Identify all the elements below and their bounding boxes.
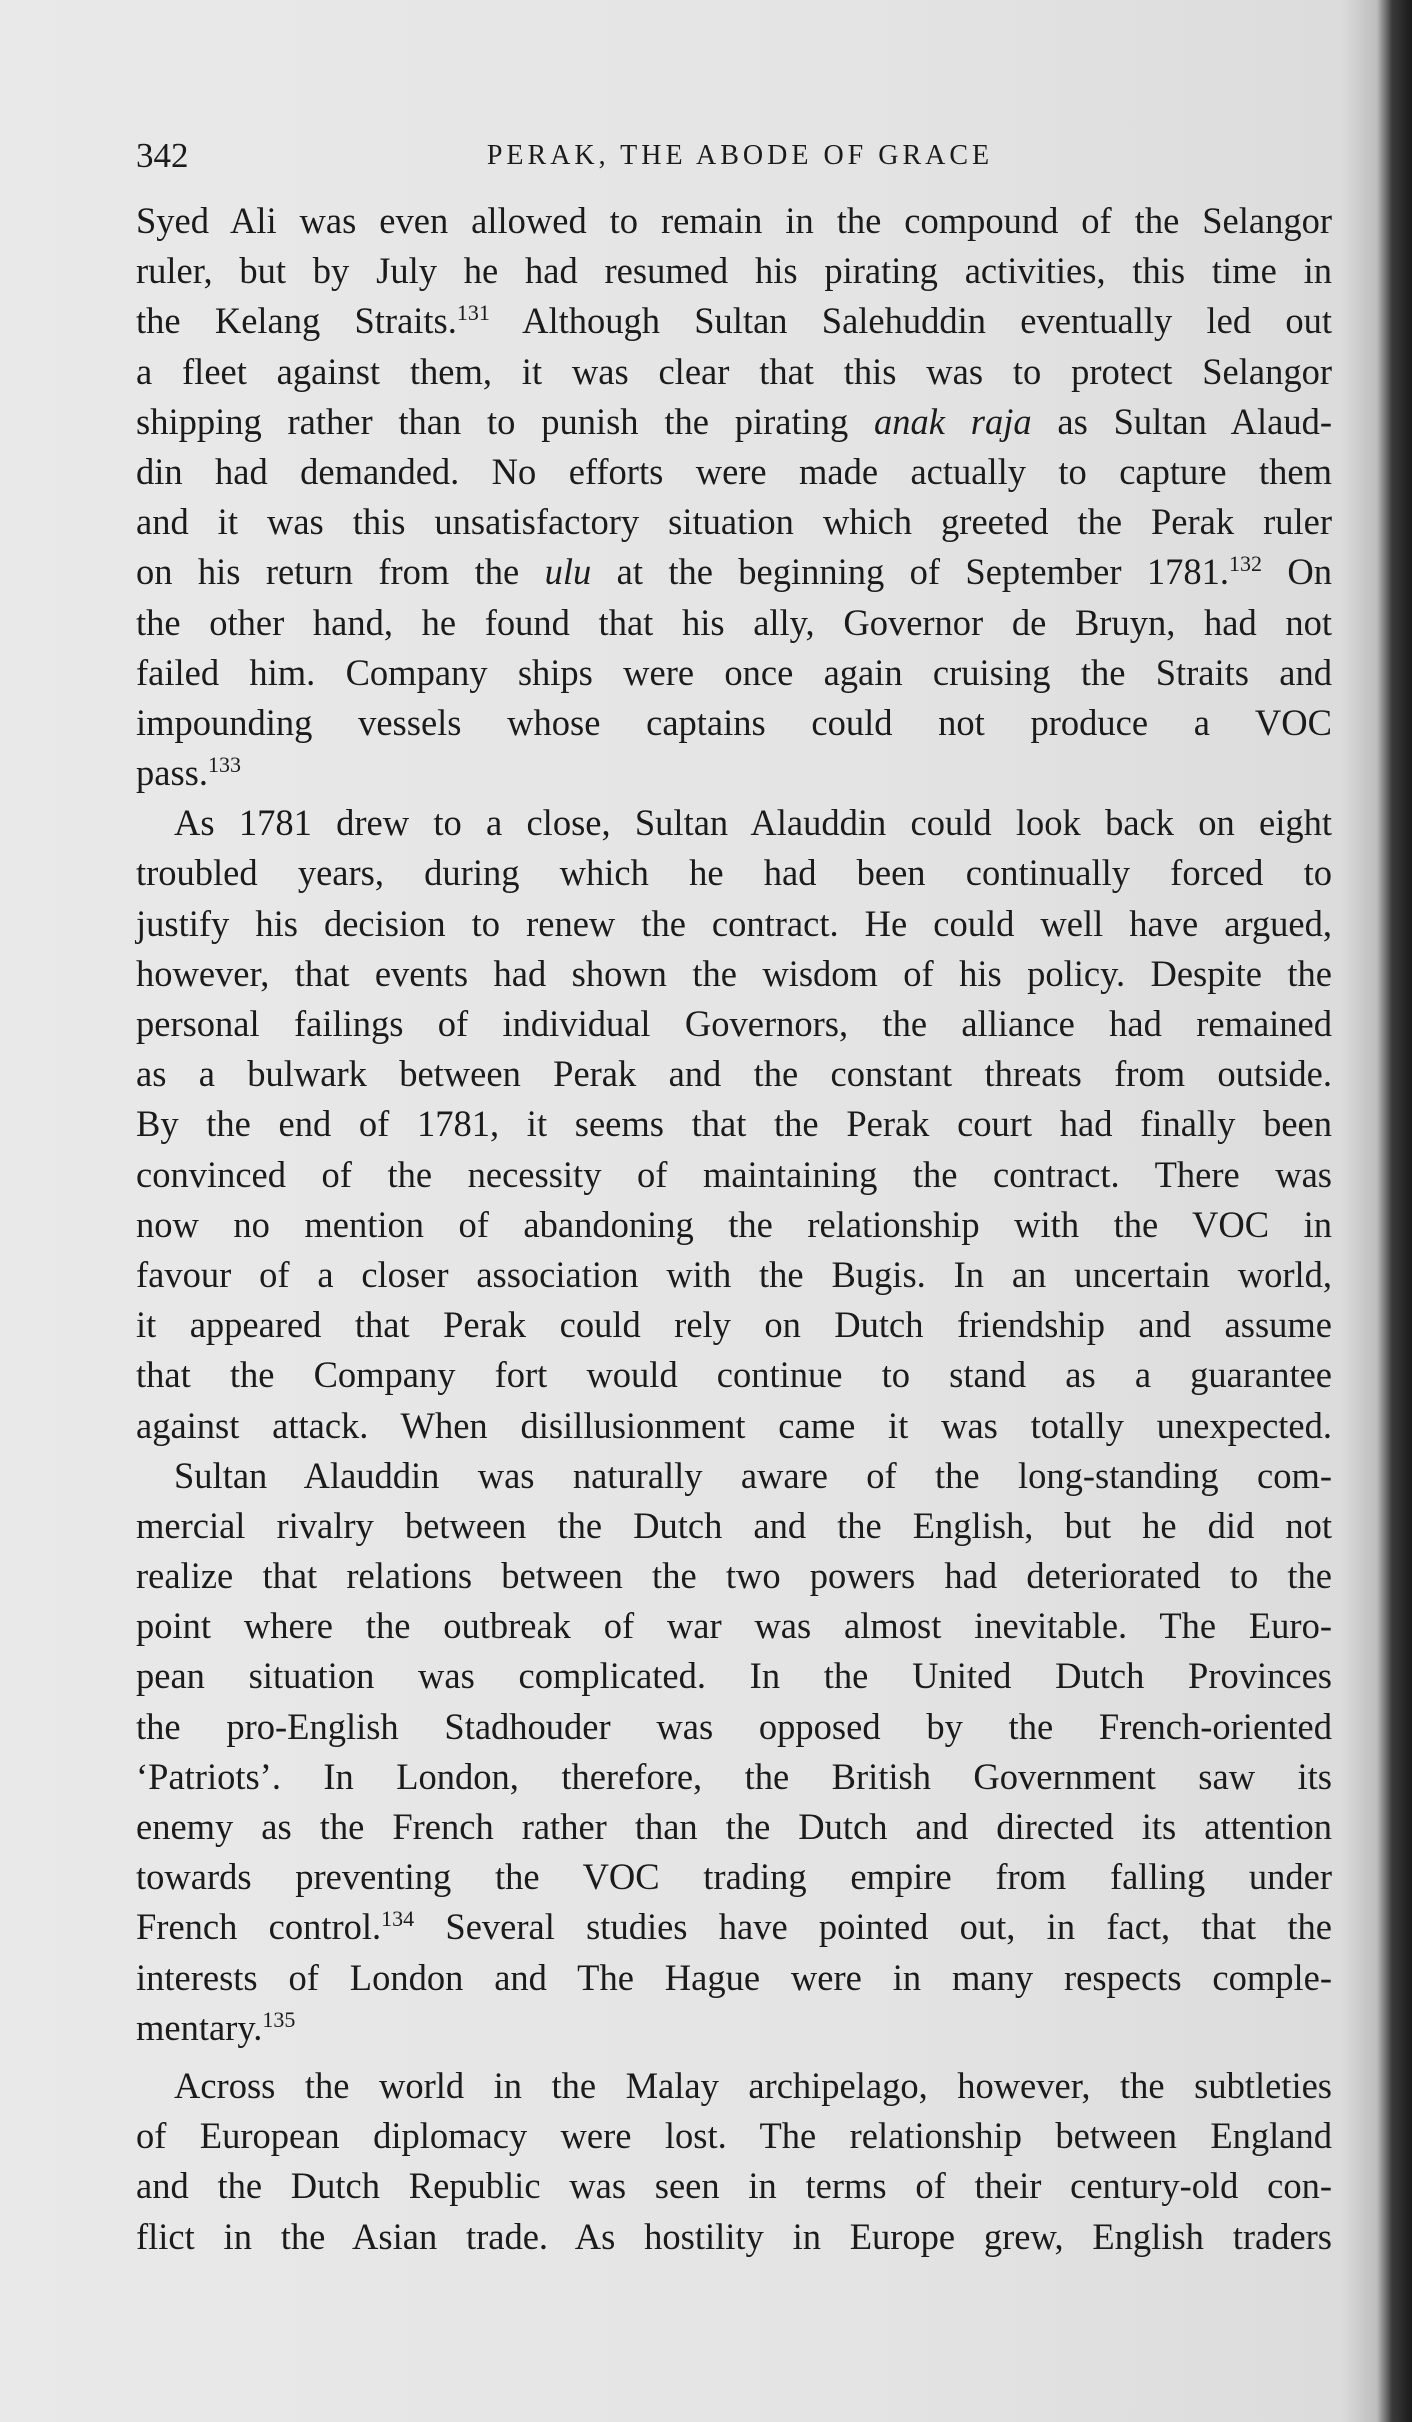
- text-line: [136, 1651, 1332, 1701]
- text-segment: Several studies have pointed out, in fact, that the: [414, 1906, 1332, 1948]
- page-number: 342: [136, 136, 189, 175]
- text-line: [136, 397, 1332, 447]
- text-segment: it appeared that Perak could rely on Dutch friendship and assume: [136, 1304, 1332, 1346]
- text-segment: troubled years, during which he had been continually forced to: [136, 852, 1332, 894]
- text-segment: justify his decision to renew the contract. He could well have argued,: [136, 902, 1332, 944]
- text-line: [136, 1551, 1332, 1601]
- text-line: [136, 2111, 1332, 2161]
- text-line: [136, 2212, 1332, 2262]
- text-line: [136, 2161, 1332, 2211]
- text-segment: din had demanded. No efforts were made actually to capture them: [136, 450, 1332, 492]
- text-line: [136, 848, 1332, 898]
- text-segment: convinced of the necessity of maintaining the contract. There was: [136, 1153, 1332, 1195]
- text-segment: ruler, but by July he had resumed his pirating activities, this time in: [136, 250, 1332, 292]
- text-segment: On: [1262, 551, 1332, 593]
- text-segment: as Sultan Alaud-: [1031, 400, 1333, 442]
- text-segment: on his return from the: [136, 551, 545, 593]
- text-segment: and it was this unsatisfactory situation which greeted the Perak ruler: [136, 501, 1332, 543]
- text-line: [136, 1702, 1332, 1752]
- footnote-ref: 135: [262, 2006, 296, 2032]
- italic-term: anak raja: [874, 400, 1032, 442]
- text-segment: enemy as the French rather than the Dutch and directed its attention: [136, 1806, 1332, 1847]
- text-segment: impounding vessels whose captains could not produce a VOC: [136, 701, 1332, 743]
- text-segment: that the Company fort would continue to stand as a guarantee: [136, 1354, 1332, 1396]
- text-line: [136, 1049, 1332, 1099]
- footnote-ref: 134: [381, 1906, 415, 1932]
- text-line: [136, 196, 1332, 246]
- text-line: [136, 698, 1332, 748]
- footnote-ref: 132: [1229, 551, 1263, 577]
- text-line: [136, 798, 1332, 848]
- text-segment: Sultan Alauddin was naturally aware of the long-standing com-: [174, 1454, 1332, 1496]
- text-segment: flict in the Asian trade. As hostility in Europe grew, English traders: [136, 2215, 1332, 2257]
- text-line: [136, 497, 1332, 547]
- running-head: PERAK, THE ABODE OF GRACE: [486, 140, 994, 171]
- text-segment: the Kelang Straits.: [136, 300, 457, 342]
- text-line: [136, 1601, 1332, 1651]
- text-line: [136, 899, 1332, 949]
- text-segment: mercial rivalry between the Dutch and the English, but he did not: [136, 1504, 1332, 1546]
- text-line: [136, 246, 1332, 296]
- footnote-ref: 131: [456, 300, 490, 326]
- text-line: [136, 347, 1332, 397]
- text-segment: Across the world in the Malay archipelago, however, the subtleties: [174, 2064, 1332, 2106]
- text-segment: personal failings of individual Governors, the alliance had remained: [136, 1003, 1332, 1044]
- text-segment: and the Dutch Republic was seen in terms of their century-old con-: [136, 2165, 1332, 2207]
- text-line: [136, 648, 1332, 698]
- text-line: [136, 1150, 1332, 1200]
- text-segment: at the beginning of September 1781.: [591, 551, 1230, 593]
- text-segment: against attack. When disillusionment came it was totally unexpected.: [136, 1404, 1332, 1446]
- text-segment: as a bulwark between Perak and the constant threats from outside.: [136, 1053, 1332, 1095]
- text-segment: ‘Patriots’. In London, therefore, the British Government saw its: [136, 1755, 1332, 1797]
- body-text: [136, 196, 1332, 2262]
- text-segment: mentary.: [136, 2006, 263, 2048]
- text-segment: Syed Ali was even allowed to remain in the compound of the Selangor: [136, 200, 1332, 241]
- italic-term: ulu: [544, 551, 592, 593]
- text-line: [136, 999, 1332, 1049]
- text-segment: By the end of 1781, it seems that the Perak court had finally been: [136, 1103, 1332, 1145]
- text-line: [136, 1451, 1332, 1501]
- text-line: [136, 1300, 1332, 1350]
- text-segment: the other hand, he found that his ally, Governor de Bruyn, had not: [136, 601, 1332, 643]
- text-segment: now no mention of abandoning the relationship with the VOC in: [136, 1203, 1332, 1245]
- text-line: [136, 1501, 1332, 1551]
- text-segment: pass.: [136, 752, 208, 794]
- text-segment: towards preventing the VOC trading empire from falling under: [136, 1856, 1332, 1898]
- text-line: [136, 1200, 1332, 1250]
- text-line: [136, 1752, 1332, 1802]
- text-line: [136, 547, 1332, 597]
- text-segment: point where the outbreak of war was almost inevitable. The Euro-: [136, 1605, 1332, 1647]
- text-segment: realize that relations between the two powers had deteriorated to the: [136, 1555, 1332, 1597]
- text-segment: the pro-English Stadhouder was opposed by the French-oriented: [136, 1705, 1332, 1747]
- footnote-ref: 133: [207, 752, 241, 778]
- text-line: [136, 1401, 1332, 1451]
- text-line: [136, 748, 1332, 798]
- text-line: [136, 1852, 1332, 1902]
- text-line: [136, 1350, 1332, 1400]
- text-line: [136, 1250, 1332, 1300]
- text-line: [136, 296, 1332, 346]
- text-segment: however, that events had shown the wisdom of his policy. Despite the: [136, 952, 1332, 994]
- text-segment: French control.: [136, 1906, 382, 1948]
- text-line: [136, 447, 1332, 497]
- text-line: [136, 1802, 1332, 1852]
- text-line: [136, 598, 1332, 648]
- text-line: [136, 2061, 1332, 2111]
- text-segment: favour of a closer association with the Bugis. In an uncertain world,: [136, 1253, 1332, 1295]
- text-segment: As 1781 drew to a close, Sultan Alauddin could look back on eight: [174, 802, 1332, 844]
- text-segment: interests of London and The Hague were in many respects comple-: [136, 1956, 1332, 1998]
- text-line: [136, 1902, 1332, 1952]
- text-segment: pean situation was complicated. In the United Dutch Provinces: [136, 1655, 1332, 1697]
- text-line: [136, 1099, 1332, 1149]
- text-segment: failed him. Company ships were once again cruising the Straits and: [136, 651, 1332, 693]
- text-line: [136, 2003, 1332, 2053]
- text-segment: of European diplomacy were lost. The relationship between England: [136, 2115, 1332, 2157]
- text-line: [136, 1953, 1332, 2003]
- text-segment: Although Sultan Salehuddin eventually led out: [489, 300, 1332, 342]
- text-segment: a fleet against them, it was clear that this was to protect Selangor: [136, 350, 1332, 392]
- text-segment: shipping rather than to punish the pirating: [136, 400, 875, 442]
- text-line: [136, 949, 1332, 999]
